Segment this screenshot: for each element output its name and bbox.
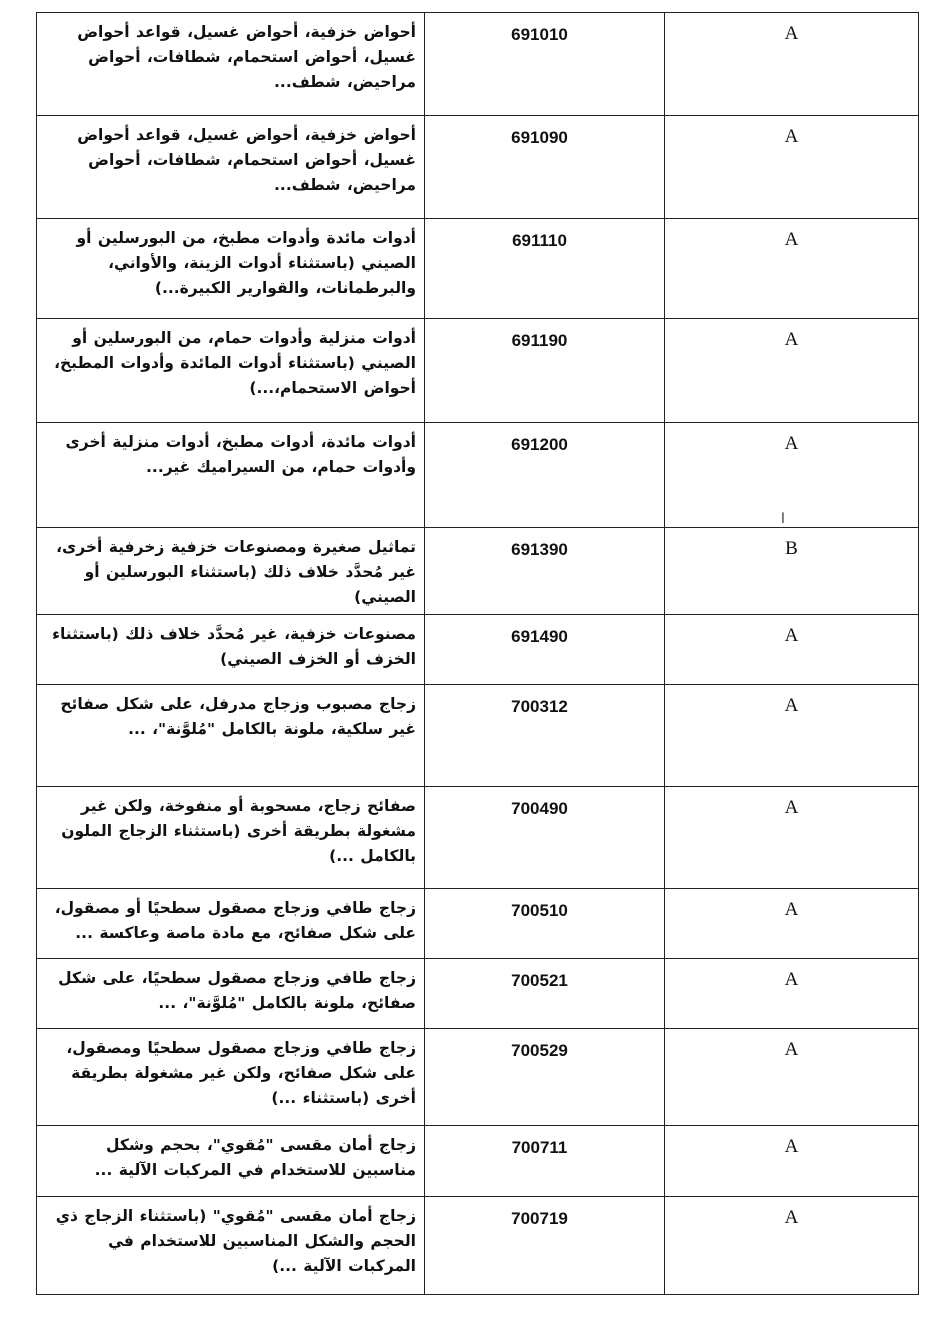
description-cell: مصنوعات خزفية، غير مُحدَّد خلاف ذلك (باستثناء الخزف أو الخزف الصيني): [37, 615, 425, 685]
table-row: [37, 528, 919, 615]
code-cell: 691490: [425, 615, 665, 685]
table-row: [37, 787, 919, 889]
code-cell: 691390: [425, 528, 665, 615]
table-row: [37, 1029, 919, 1126]
category-cell: A: [665, 1126, 919, 1197]
table-row: [37, 889, 919, 959]
tariff-table: [36, 12, 919, 1295]
category-cell: [665, 423, 919, 528]
code-cell: 700510: [425, 889, 665, 959]
category-cell: A: [665, 1029, 919, 1126]
table-row: [37, 116, 919, 219]
table-row: [37, 1126, 919, 1197]
code-cell: 700529: [425, 1029, 665, 1126]
table-row: [37, 615, 919, 685]
description-cell: أدوات منزلية وأدوات حمام، من البورسلين أو الصيني (باستثناء أدوات المائدة وأدوات المطبخ، أحواض الاستحمام،...): [37, 319, 425, 423]
table-row: [37, 219, 919, 319]
table-row: [37, 1197, 919, 1295]
category-cell: A: [665, 615, 919, 685]
table-row: [37, 959, 919, 1029]
description-cell: زجاج طافي وزجاج مصقول سطحيًا، على شكل صفائح، ملونة بالكامل "مُلوَّنة"، ...: [37, 959, 425, 1029]
stray-mark: ا: [781, 512, 785, 527]
code-cell: 691090: [425, 116, 665, 219]
table-row: [37, 319, 919, 423]
code-cell: 691110: [425, 219, 665, 319]
category-cell: A: [665, 889, 919, 959]
code-cell: 691010: [425, 13, 665, 116]
category-cell: A: [665, 1197, 919, 1295]
description-cell: زجاج طافي وزجاج مصقول سطحيًا ومصقول، على شكل صفائح، ولكن غير مشغولة بطريقة أخرى (باستثناء ...): [37, 1029, 425, 1126]
category-value: A: [784, 433, 799, 454]
category-cell: B: [665, 528, 919, 615]
table-row: [37, 13, 919, 116]
category-cell: A: [665, 787, 919, 889]
category-cell: A: [665, 319, 919, 423]
description-cell: زجاج أمان مقسى "مُقوي" (باستثناء الزجاج ذي الحجم والشكل المناسبين للاستخدام في المركبات الآلية ...): [37, 1197, 425, 1295]
description-cell: تماثيل صغيرة ومصنوعات خزفية زخرفية أخرى، غير مُحدَّد خلاف ذلك (باستثناء البورسلين أو الصيني): [37, 528, 425, 615]
code-cell: 700719: [425, 1197, 665, 1295]
description-cell: زجاج طافي وزجاج مصقول سطحيًا أو مصقول، على شكل صفائح، مع مادة ماصة وعاكسة ...: [37, 889, 425, 959]
category-cell: A: [665, 116, 919, 219]
description-cell: صفائح زجاج، مسحوبة أو منفوخة، ولكن غير مشغولة بطريقة أخرى (باستثناء الزجاج الملون بالكامل ...): [37, 787, 425, 889]
description-cell: زجاج أمان مقسى "مُقوي"، بحجم وشكل مناسبين للاستخدام في المركبات الآلية ...: [37, 1126, 425, 1197]
description-cell: أحواض خزفية، أحواض غسيل، قواعد أحواض غسيل، أحواض استحمام، شطافات، أحواض مراحيض، شطف...: [37, 13, 425, 116]
category-cell: A: [665, 219, 919, 319]
code-cell: 691200: [425, 423, 665, 528]
code-cell: 700711: [425, 1126, 665, 1197]
code-cell: 700521: [425, 959, 665, 1029]
code-cell: 691190: [425, 319, 665, 423]
table-row: [37, 685, 919, 787]
description-cell: أدوات مائدة وأدوات مطبخ، من البورسلين أو الصيني (باستثناء أدوات الزينة، والأواني، والبرطمانات، والقوارير الكبيرة...): [37, 219, 425, 319]
code-cell: 700490: [425, 787, 665, 889]
table-row: [37, 423, 919, 528]
description-cell: زجاج مصبوب وزجاج مدرفل، على شكل صفائح غير سلكية، ملونة بالكامل "مُلوَّنة"، ...: [37, 685, 425, 787]
category-cell: A: [665, 959, 919, 1029]
description-cell: أدوات مائدة، أدوات مطبخ، أدوات منزلية أخرى وأدوات حمام، من السيراميك غير...: [37, 423, 425, 528]
category-cell: A: [665, 685, 919, 787]
description-cell: أحواض خزفية، أحواض غسيل، قواعد أحواض غسيل، أحواض استحمام، شطافات، أحواض مراحيض، شطف...: [37, 116, 425, 219]
code-cell: 700312: [425, 685, 665, 787]
category-cell: A: [665, 13, 919, 116]
